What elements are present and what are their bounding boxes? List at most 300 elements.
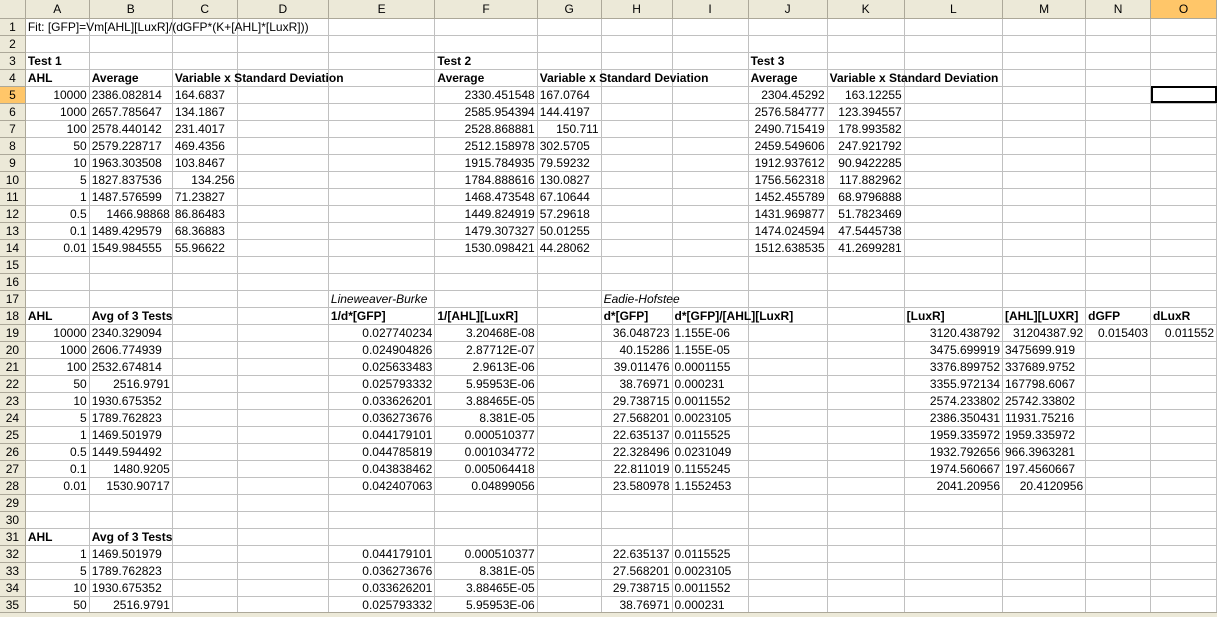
column-header-k[interactable]: K [827, 0, 904, 18]
cell-d26[interactable] [237, 443, 328, 460]
cell-b32[interactable]: 1469.501979 [89, 545, 172, 562]
cell-e28[interactable]: 0.042407063 [328, 477, 434, 494]
cell-a35[interactable]: 50 [25, 596, 89, 613]
cell-o20[interactable] [1151, 341, 1217, 358]
cell-k25[interactable] [827, 426, 904, 443]
column-header-o[interactable]: O [1151, 0, 1217, 18]
cell-l24[interactable]: 2386.350431 [904, 409, 1002, 426]
cell-k35[interactable] [827, 596, 904, 613]
cell-m7[interactable] [1003, 120, 1086, 137]
cell-b15[interactable] [89, 256, 172, 273]
cell-d28[interactable] [237, 477, 328, 494]
cell-k5[interactable]: 163.12255 [827, 86, 904, 103]
cell-j4[interactable]: Average [748, 69, 827, 86]
cell-j9[interactable]: 1912.937612 [748, 154, 827, 171]
cell-b10[interactable]: 1827.837536 [89, 171, 172, 188]
cell-j12[interactable]: 1431.969877 [748, 205, 827, 222]
cell-f18[interactable]: 1/[AHL][LuxR] [435, 307, 537, 324]
cell-b27[interactable]: 1480.9205 [89, 460, 172, 477]
cell-m18[interactable]: [AHL][LUXR] [1003, 307, 1086, 324]
cell-l18[interactable]: [LuxR] [904, 307, 1002, 324]
cell-b22[interactable]: 2516.9791 [89, 375, 172, 392]
cell-d12[interactable] [237, 205, 328, 222]
cell-l2[interactable] [904, 35, 1002, 52]
cell-c32[interactable] [172, 545, 237, 562]
cell-c27[interactable] [172, 460, 237, 477]
row-header-21[interactable]: 21 [0, 358, 25, 375]
cell-n35[interactable] [1086, 596, 1151, 613]
cell-b2[interactable] [89, 35, 172, 52]
cell-i6[interactable] [672, 103, 748, 120]
cell-k4[interactable]: Variable x Standard Deviation [827, 69, 904, 86]
cell-o35[interactable] [1151, 596, 1217, 613]
cell-j7[interactable]: 2490.715419 [748, 120, 827, 137]
cell-g33[interactable] [537, 562, 601, 579]
cell-c2[interactable] [172, 35, 237, 52]
cell-h15[interactable] [601, 256, 672, 273]
cell-b30[interactable] [89, 511, 172, 528]
cell-i23[interactable]: 0.0011552 [672, 392, 748, 409]
cell-c13[interactable]: 68.36883 [172, 222, 237, 239]
cell-m1[interactable] [1003, 18, 1086, 35]
column-header-a[interactable]: A [25, 0, 89, 18]
cell-k34[interactable] [827, 579, 904, 596]
cell-h24[interactable]: 27.568201 [601, 409, 672, 426]
cell-g27[interactable] [537, 460, 601, 477]
cell-m2[interactable] [1003, 35, 1086, 52]
cell-f6[interactable]: 2585.954394 [435, 103, 537, 120]
cell-c19[interactable] [172, 324, 237, 341]
cell-c12[interactable]: 86.86483 [172, 205, 237, 222]
cell-l10[interactable] [904, 171, 1002, 188]
cell-m34[interactable] [1003, 579, 1086, 596]
cell-a15[interactable] [25, 256, 89, 273]
cell-o33[interactable] [1151, 562, 1217, 579]
cell-b11[interactable]: 1487.576599 [89, 188, 172, 205]
row-header-8[interactable]: 8 [0, 137, 25, 154]
cell-f7[interactable]: 2528.868881 [435, 120, 537, 137]
cell-l6[interactable] [904, 103, 1002, 120]
cell-a2[interactable] [25, 35, 89, 52]
cell-d9[interactable] [237, 154, 328, 171]
cell-o28[interactable] [1151, 477, 1217, 494]
cell-g6[interactable]: 144.4197 [537, 103, 601, 120]
row-header-3[interactable]: 3 [0, 52, 25, 69]
cell-c16[interactable] [172, 273, 237, 290]
cell-l1[interactable] [904, 18, 1002, 35]
row-header-31[interactable]: 31 [0, 528, 25, 545]
cell-g32[interactable] [537, 545, 601, 562]
row-header-19[interactable]: 19 [0, 324, 25, 341]
cell-a19[interactable]: 10000 [25, 324, 89, 341]
row-header-12[interactable]: 12 [0, 205, 25, 222]
cell-m3[interactable] [1003, 52, 1086, 69]
cell-h2[interactable] [601, 35, 672, 52]
cell-o19[interactable]: 0.011552 [1151, 324, 1217, 341]
cell-d33[interactable] [237, 562, 328, 579]
row-header-9[interactable]: 9 [0, 154, 25, 171]
row-header-16[interactable]: 16 [0, 273, 25, 290]
cell-i24[interactable]: 0.0023105 [672, 409, 748, 426]
cell-i18[interactable]: d*[GFP]/[AHL][LuxR] [672, 307, 748, 324]
cell-a6[interactable]: 1000 [25, 103, 89, 120]
cell-d17[interactable] [237, 290, 328, 307]
cell-b33[interactable]: 1789.762823 [89, 562, 172, 579]
cell-b25[interactable]: 1469.501979 [89, 426, 172, 443]
cell-g31[interactable] [537, 528, 601, 545]
cell-j27[interactable] [748, 460, 827, 477]
cell-l23[interactable]: 2574.233802 [904, 392, 1002, 409]
cell-e31[interactable] [328, 528, 434, 545]
cell-b7[interactable]: 2578.440142 [89, 120, 172, 137]
cell-n2[interactable] [1086, 35, 1151, 52]
cell-m11[interactable] [1003, 188, 1086, 205]
cell-i2[interactable] [672, 35, 748, 52]
row-header-7[interactable]: 7 [0, 120, 25, 137]
cell-k20[interactable] [827, 341, 904, 358]
cell-o15[interactable] [1151, 256, 1217, 273]
cell-f1[interactable] [435, 18, 537, 35]
cell-i32[interactable]: 0.0115525 [672, 545, 748, 562]
column-header-i[interactable]: I [672, 0, 748, 18]
column-header-d[interactable]: D [237, 0, 328, 18]
cell-h28[interactable]: 23.580978 [601, 477, 672, 494]
row-header-22[interactable]: 22 [0, 375, 25, 392]
cell-k23[interactable] [827, 392, 904, 409]
cell-h17[interactable]: Eadie-Hofstee [601, 290, 672, 307]
column-header-g[interactable]: G [537, 0, 601, 18]
cell-j11[interactable]: 1452.455789 [748, 188, 827, 205]
cell-l13[interactable] [904, 222, 1002, 239]
cell-g9[interactable]: 79.59232 [537, 154, 601, 171]
cell-l19[interactable]: 3120.438792 [904, 324, 1002, 341]
cell-m35[interactable] [1003, 596, 1086, 613]
cell-j10[interactable]: 1756.562318 [748, 171, 827, 188]
cell-j31[interactable] [748, 528, 827, 545]
cell-f22[interactable]: 5.95953E-06 [435, 375, 537, 392]
cell-o23[interactable] [1151, 392, 1217, 409]
cell-m21[interactable]: 337689.9752 [1003, 358, 1086, 375]
cell-c35[interactable] [172, 596, 237, 613]
cell-f29[interactable] [435, 494, 537, 511]
cell-b17[interactable] [89, 290, 172, 307]
cell-o21[interactable] [1151, 358, 1217, 375]
cell-c28[interactable] [172, 477, 237, 494]
cell-j24[interactable] [748, 409, 827, 426]
cell-d35[interactable] [237, 596, 328, 613]
cell-f9[interactable]: 1915.784935 [435, 154, 537, 171]
cell-i14[interactable] [672, 239, 748, 256]
cell-c34[interactable] [172, 579, 237, 596]
cell-f2[interactable] [435, 35, 537, 52]
cell-m16[interactable] [1003, 273, 1086, 290]
cell-d6[interactable] [237, 103, 328, 120]
cell-a31[interactable]: AHL [25, 528, 89, 545]
cell-j5[interactable]: 2304.45292 [748, 86, 827, 103]
cell-d14[interactable] [237, 239, 328, 256]
cell-h31[interactable] [601, 528, 672, 545]
cell-f19[interactable]: 3.20468E-08 [435, 324, 537, 341]
cell-o7[interactable] [1151, 120, 1217, 137]
row-header-5[interactable]: 5 [0, 86, 25, 103]
cell-b24[interactable]: 1789.762823 [89, 409, 172, 426]
cell-m31[interactable] [1003, 528, 1086, 545]
cell-g3[interactable] [537, 52, 601, 69]
cell-h3[interactable] [601, 52, 672, 69]
cell-k13[interactable]: 47.5445738 [827, 222, 904, 239]
row-header-30[interactable]: 30 [0, 511, 25, 528]
cell-c17[interactable] [172, 290, 237, 307]
cell-l27[interactable]: 1974.560667 [904, 460, 1002, 477]
cell-i9[interactable] [672, 154, 748, 171]
cell-m6[interactable] [1003, 103, 1086, 120]
column-header-l[interactable]: L [904, 0, 1002, 18]
cell-n29[interactable] [1086, 494, 1151, 511]
cell-o32[interactable] [1151, 545, 1217, 562]
cell-l33[interactable] [904, 562, 1002, 579]
cell-n30[interactable] [1086, 511, 1151, 528]
cell-a16[interactable] [25, 273, 89, 290]
cell-e23[interactable]: 0.033626201 [328, 392, 434, 409]
cell-i19[interactable]: 1.155E-06 [672, 324, 748, 341]
cell-m33[interactable] [1003, 562, 1086, 579]
cell-i28[interactable]: 1.1552453 [672, 477, 748, 494]
cell-m17[interactable] [1003, 290, 1086, 307]
cell-b35[interactable]: 2516.9791 [89, 596, 172, 613]
cell-m15[interactable] [1003, 256, 1086, 273]
cell-m29[interactable] [1003, 494, 1086, 511]
cell-o2[interactable] [1151, 35, 1217, 52]
cell-k28[interactable] [827, 477, 904, 494]
cell-d13[interactable] [237, 222, 328, 239]
cell-d3[interactable] [237, 52, 328, 69]
column-header-h[interactable]: H [601, 0, 672, 18]
cell-l8[interactable] [904, 137, 1002, 154]
cell-g12[interactable]: 57.29618 [537, 205, 601, 222]
cell-a12[interactable]: 0.5 [25, 205, 89, 222]
cell-o16[interactable] [1151, 273, 1217, 290]
cell-i20[interactable]: 1.155E-05 [672, 341, 748, 358]
cell-f30[interactable] [435, 511, 537, 528]
cell-l32[interactable] [904, 545, 1002, 562]
cell-c5[interactable]: 164.6837 [172, 86, 237, 103]
cell-b26[interactable]: 1449.594492 [89, 443, 172, 460]
row-header-18[interactable]: 18 [0, 307, 25, 324]
cell-o30[interactable] [1151, 511, 1217, 528]
cell-k14[interactable]: 41.2699281 [827, 239, 904, 256]
cell-c14[interactable]: 55.96622 [172, 239, 237, 256]
cell-i27[interactable]: 0.1155245 [672, 460, 748, 477]
cell-k7[interactable]: 178.993582 [827, 120, 904, 137]
cell-e35[interactable]: 0.025793332 [328, 596, 434, 613]
cell-f35[interactable]: 5.95953E-06 [435, 596, 537, 613]
cell-e29[interactable] [328, 494, 434, 511]
cell-m5[interactable] [1003, 86, 1086, 103]
cell-e2[interactable] [328, 35, 434, 52]
cell-i17[interactable] [672, 290, 748, 307]
cell-c25[interactable] [172, 426, 237, 443]
cell-n6[interactable] [1086, 103, 1151, 120]
cell-j17[interactable] [748, 290, 827, 307]
cell-a8[interactable]: 50 [25, 137, 89, 154]
cell-m32[interactable] [1003, 545, 1086, 562]
cell-l3[interactable] [904, 52, 1002, 69]
cell-d32[interactable] [237, 545, 328, 562]
cell-e7[interactable] [328, 120, 434, 137]
cell-e30[interactable] [328, 511, 434, 528]
cell-c31[interactable] [172, 528, 237, 545]
cell-f32[interactable]: 0.000510377 [435, 545, 537, 562]
cell-b31[interactable]: Avg of 3 Tests [89, 528, 172, 545]
cell-k33[interactable] [827, 562, 904, 579]
cell-b28[interactable]: 1530.90717 [89, 477, 172, 494]
cell-c30[interactable] [172, 511, 237, 528]
cell-b9[interactable]: 1963.303508 [89, 154, 172, 171]
cell-c18[interactable] [172, 307, 237, 324]
cell-f11[interactable]: 1468.473548 [435, 188, 537, 205]
cell-m8[interactable] [1003, 137, 1086, 154]
cell-e24[interactable]: 0.036273676 [328, 409, 434, 426]
cell-h8[interactable] [601, 137, 672, 154]
cell-a20[interactable]: 1000 [25, 341, 89, 358]
cell-e27[interactable]: 0.043838462 [328, 460, 434, 477]
cell-o27[interactable] [1151, 460, 1217, 477]
cell-e4[interactable] [328, 69, 434, 86]
cell-o31[interactable] [1151, 528, 1217, 545]
cell-a24[interactable]: 5 [25, 409, 89, 426]
cell-c22[interactable] [172, 375, 237, 392]
cell-m27[interactable]: 197.4560667 [1003, 460, 1086, 477]
cell-l29[interactable] [904, 494, 1002, 511]
cell-f34[interactable]: 3.88465E-05 [435, 579, 537, 596]
cell-b20[interactable]: 2606.774939 [89, 341, 172, 358]
cell-n22[interactable] [1086, 375, 1151, 392]
column-header-f[interactable]: F [435, 0, 537, 18]
cell-o13[interactable] [1151, 222, 1217, 239]
cell-b14[interactable]: 1549.984555 [89, 239, 172, 256]
cell-g15[interactable] [537, 256, 601, 273]
cell-k18[interactable] [827, 307, 904, 324]
cell-l22[interactable]: 3355.972134 [904, 375, 1002, 392]
cell-a33[interactable]: 5 [25, 562, 89, 579]
cell-e14[interactable] [328, 239, 434, 256]
cell-i35[interactable]: 0.000231 [672, 596, 748, 613]
cell-g22[interactable] [537, 375, 601, 392]
cell-c21[interactable] [172, 358, 237, 375]
cell-l14[interactable] [904, 239, 1002, 256]
cell-h22[interactable]: 38.76971 [601, 375, 672, 392]
cell-e3[interactable] [328, 52, 434, 69]
cell-i30[interactable] [672, 511, 748, 528]
row-header-14[interactable]: 14 [0, 239, 25, 256]
cell-a9[interactable]: 10 [25, 154, 89, 171]
cell-i13[interactable] [672, 222, 748, 239]
column-header-n[interactable]: N [1086, 0, 1151, 18]
cell-h26[interactable]: 22.328496 [601, 443, 672, 460]
cell-n18[interactable]: dGFP [1086, 307, 1151, 324]
cell-g13[interactable]: 50.01255 [537, 222, 601, 239]
cell-j20[interactable] [748, 341, 827, 358]
cell-h23[interactable]: 29.738715 [601, 392, 672, 409]
cell-k32[interactable] [827, 545, 904, 562]
cell-a3[interactable]: Test 1 [25, 52, 89, 69]
cell-c26[interactable] [172, 443, 237, 460]
cell-c20[interactable] [172, 341, 237, 358]
cell-k27[interactable] [827, 460, 904, 477]
cell-b34[interactable]: 1930.675352 [89, 579, 172, 596]
cell-n8[interactable] [1086, 137, 1151, 154]
cell-h5[interactable] [601, 86, 672, 103]
cell-l30[interactable] [904, 511, 1002, 528]
cell-g21[interactable] [537, 358, 601, 375]
cell-n4[interactable] [1086, 69, 1151, 86]
cell-h25[interactable]: 22.635137 [601, 426, 672, 443]
cell-a18[interactable]: AHL [25, 307, 89, 324]
cell-n10[interactable] [1086, 171, 1151, 188]
cell-f33[interactable]: 8.381E-05 [435, 562, 537, 579]
cell-l28[interactable]: 2041.20956 [904, 477, 1002, 494]
cell-n20[interactable] [1086, 341, 1151, 358]
cell-h29[interactable] [601, 494, 672, 511]
cell-c8[interactable]: 469.4356 [172, 137, 237, 154]
cell-m22[interactable]: 167798.6067 [1003, 375, 1086, 392]
cell-d25[interactable] [237, 426, 328, 443]
cell-n33[interactable] [1086, 562, 1151, 579]
cell-f20[interactable]: 2.87712E-07 [435, 341, 537, 358]
cell-f13[interactable]: 1479.307327 [435, 222, 537, 239]
column-header-j[interactable]: J [748, 0, 827, 18]
cell-f12[interactable]: 1449.824919 [435, 205, 537, 222]
cell-e5[interactable] [328, 86, 434, 103]
cell-i22[interactable]: 0.000231 [672, 375, 748, 392]
cell-k1[interactable] [827, 18, 904, 35]
cell-i31[interactable] [672, 528, 748, 545]
cell-o17[interactable] [1151, 290, 1217, 307]
cell-c11[interactable]: 71.23827 [172, 188, 237, 205]
cell-c9[interactable]: 103.8467 [172, 154, 237, 171]
cell-f4[interactable]: Average [435, 69, 537, 86]
column-header-e[interactable]: E [328, 0, 434, 18]
cell-a11[interactable]: 1 [25, 188, 89, 205]
cell-k24[interactable] [827, 409, 904, 426]
cell-k6[interactable]: 123.394557 [827, 103, 904, 120]
cell-o3[interactable] [1151, 52, 1217, 69]
cell-f10[interactable]: 1784.888616 [435, 171, 537, 188]
cell-i25[interactable]: 0.0115525 [672, 426, 748, 443]
cell-e16[interactable] [328, 273, 434, 290]
cell-a23[interactable]: 10 [25, 392, 89, 409]
cell-d2[interactable] [237, 35, 328, 52]
cell-d7[interactable] [237, 120, 328, 137]
row-header-13[interactable]: 13 [0, 222, 25, 239]
cell-j6[interactable]: 2576.584777 [748, 103, 827, 120]
cell-o22[interactable] [1151, 375, 1217, 392]
cell-b23[interactable]: 1930.675352 [89, 392, 172, 409]
cell-h20[interactable]: 40.15286 [601, 341, 672, 358]
cell-f5[interactable]: 2330.451548 [435, 86, 537, 103]
cell-f25[interactable]: 0.000510377 [435, 426, 537, 443]
cell-g2[interactable] [537, 35, 601, 52]
cell-j35[interactable] [748, 596, 827, 613]
cell-l35[interactable] [904, 596, 1002, 613]
cell-j23[interactable] [748, 392, 827, 409]
cell-a5[interactable]: 10000 [25, 86, 89, 103]
cell-o29[interactable] [1151, 494, 1217, 511]
row-header-17[interactable]: 17 [0, 290, 25, 307]
cell-a27[interactable]: 0.1 [25, 460, 89, 477]
cell-j2[interactable] [748, 35, 827, 52]
cell-a34[interactable]: 10 [25, 579, 89, 596]
